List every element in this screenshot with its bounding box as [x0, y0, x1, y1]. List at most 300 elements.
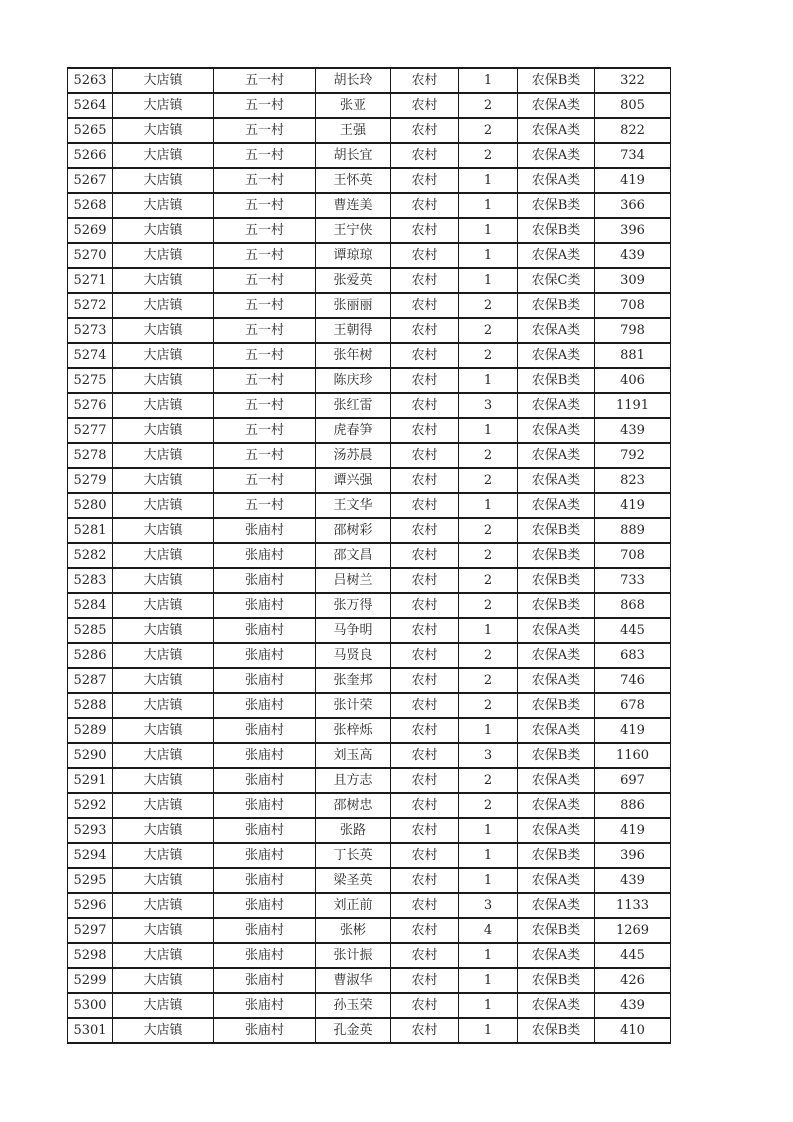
table-row: [68, 743, 671, 768]
cell-amount: 366: [595, 193, 671, 218]
table-row: [68, 268, 671, 293]
table-row: [68, 193, 671, 218]
cell-amount: 406: [595, 368, 671, 393]
cell-person-name: 陈庆珍: [316, 368, 391, 393]
cell-amount: 734: [595, 143, 671, 168]
cell-town: 大店镇: [113, 518, 214, 543]
cell-insurance-type: 农保B类: [518, 968, 595, 993]
cell-amount: 396: [595, 218, 671, 243]
cell-amount: 886: [595, 793, 671, 818]
cell-insurance-type: 农保A类: [518, 618, 595, 643]
cell-town: 大店镇: [113, 643, 214, 668]
cell-household-category: 农村: [391, 218, 459, 243]
cell-household-category: 农村: [391, 168, 459, 193]
cell-serial-number: 5281: [68, 518, 113, 543]
cell-person-name: 虎春笋: [316, 418, 391, 443]
cell-serial-number: 5275: [68, 368, 113, 393]
table-row: [68, 493, 671, 518]
cell-insurance-type: 农保A类: [518, 393, 595, 418]
cell-person-name: 孙玉荣: [316, 993, 391, 1018]
cell-person-count: 1: [459, 818, 518, 843]
cell-household-category: 农村: [391, 693, 459, 718]
cell-person-name: 刘正前: [316, 893, 391, 918]
cell-person-count: 1: [459, 268, 518, 293]
cell-person-count: 1: [459, 618, 518, 643]
cell-insurance-type: 农保B类: [518, 518, 595, 543]
cell-serial-number: 5291: [68, 768, 113, 793]
cell-household-category: 农村: [391, 518, 459, 543]
cell-person-name: 张爱英: [316, 268, 391, 293]
cell-serial-number: 5296: [68, 893, 113, 918]
cell-person-count: 2: [459, 768, 518, 793]
cell-person-count: 1: [459, 718, 518, 743]
cell-amount: 309: [595, 268, 671, 293]
cell-village: 张庙村: [214, 968, 316, 993]
cell-serial-number: 5279: [68, 468, 113, 493]
cell-amount: 881: [595, 343, 671, 368]
table-row: [68, 643, 671, 668]
cell-person-name: 谭兴强: [316, 468, 391, 493]
cell-household-category: 农村: [391, 143, 459, 168]
cell-serial-number: 5293: [68, 818, 113, 843]
cell-serial-number: 5286: [68, 643, 113, 668]
cell-insurance-type: 农保A类: [518, 418, 595, 443]
cell-town: 大店镇: [113, 818, 214, 843]
cell-household-category: 农村: [391, 593, 459, 618]
table-row: [68, 918, 671, 943]
cell-amount: 678: [595, 693, 671, 718]
cell-amount: 396: [595, 843, 671, 868]
cell-household-category: 农村: [391, 793, 459, 818]
cell-serial-number: 5268: [68, 193, 113, 218]
table-row: [68, 393, 671, 418]
cell-person-name: 张亚: [316, 93, 391, 118]
cell-serial-number: 5292: [68, 793, 113, 818]
cell-person-count: 1: [459, 868, 518, 893]
cell-town: 大店镇: [113, 293, 214, 318]
cell-person-name: 张路: [316, 818, 391, 843]
cell-person-name: 邵文昌: [316, 543, 391, 568]
cell-amount: 1133: [595, 893, 671, 918]
cell-insurance-type: 农保B类: [518, 543, 595, 568]
cell-person-name: 邵树忠: [316, 793, 391, 818]
cell-village: 张庙村: [214, 743, 316, 768]
cell-household-category: 农村: [391, 343, 459, 368]
cell-household-category: 农村: [391, 743, 459, 768]
cell-amount: 683: [595, 643, 671, 668]
cell-town: 大店镇: [113, 93, 214, 118]
cell-serial-number: 5273: [68, 318, 113, 343]
cell-town: 大店镇: [113, 693, 214, 718]
cell-person-name: 马争明: [316, 618, 391, 643]
cell-person-count: 1: [459, 993, 518, 1018]
cell-serial-number: 5284: [68, 593, 113, 618]
cell-village: 张庙村: [214, 668, 316, 693]
cell-insurance-type: 农保B类: [518, 843, 595, 868]
cell-village: 张庙村: [214, 993, 316, 1018]
cell-village: 张庙村: [214, 1018, 316, 1043]
cell-insurance-type: 农保A类: [518, 93, 595, 118]
table-row: [68, 68, 671, 93]
cell-person-name: 胡长玲: [316, 68, 391, 93]
cell-serial-number: 5301: [68, 1018, 113, 1043]
cell-insurance-type: 农保A类: [518, 343, 595, 368]
cell-person-count: 1: [459, 368, 518, 393]
cell-insurance-type: 农保A类: [518, 493, 595, 518]
cell-serial-number: 5267: [68, 168, 113, 193]
cell-person-count: 2: [459, 568, 518, 593]
cell-household-category: 农村: [391, 268, 459, 293]
cell-serial-number: 5269: [68, 218, 113, 243]
cell-household-category: 农村: [391, 243, 459, 268]
cell-village: 五一村: [214, 318, 316, 343]
cell-person-count: 2: [459, 443, 518, 468]
cell-household-category: 农村: [391, 418, 459, 443]
cell-person-name: 曹连美: [316, 193, 391, 218]
cell-town: 大店镇: [113, 68, 214, 93]
roster-table-body: [68, 68, 671, 1043]
cell-amount: 445: [595, 943, 671, 968]
cell-amount: 419: [595, 168, 671, 193]
cell-town: 大店镇: [113, 393, 214, 418]
cell-town: 大店镇: [113, 443, 214, 468]
cell-household-category: 农村: [391, 768, 459, 793]
cell-household-category: 农村: [391, 918, 459, 943]
cell-person-count: 2: [459, 318, 518, 343]
cell-village: 张庙村: [214, 693, 316, 718]
cell-serial-number: 5271: [68, 268, 113, 293]
cell-serial-number: 5282: [68, 543, 113, 568]
cell-household-category: 农村: [391, 193, 459, 218]
cell-household-category: 农村: [391, 993, 459, 1018]
cell-serial-number: 5283: [68, 568, 113, 593]
cell-household-category: 农村: [391, 1018, 459, 1043]
cell-amount: 439: [595, 868, 671, 893]
cell-person-count: 1: [459, 968, 518, 993]
cell-person-count: 3: [459, 893, 518, 918]
table-row: [68, 168, 671, 193]
cell-serial-number: 5298: [68, 943, 113, 968]
cell-amount: 445: [595, 618, 671, 643]
cell-insurance-type: 农保B类: [518, 368, 595, 393]
cell-insurance-type: 农保A类: [518, 768, 595, 793]
table-row: [68, 818, 671, 843]
cell-household-category: 农村: [391, 468, 459, 493]
cell-amount: 439: [595, 243, 671, 268]
cell-amount: 805: [595, 93, 671, 118]
cell-household-category: 农村: [391, 818, 459, 843]
cell-village: 五一村: [214, 468, 316, 493]
cell-person-name: 谭琼琼: [316, 243, 391, 268]
cell-person-count: 1: [459, 243, 518, 268]
cell-serial-number: 5263: [68, 68, 113, 93]
cell-serial-number: 5264: [68, 93, 113, 118]
cell-town: 大店镇: [113, 968, 214, 993]
cell-insurance-type: 农保B类: [518, 743, 595, 768]
cell-insurance-type: 农保A类: [518, 668, 595, 693]
cell-person-name: 吕树兰: [316, 568, 391, 593]
cell-town: 大店镇: [113, 268, 214, 293]
cell-person-name: 张计振: [316, 943, 391, 968]
cell-person-count: 4: [459, 918, 518, 943]
cell-person-count: 2: [459, 468, 518, 493]
cell-amount: 792: [595, 443, 671, 468]
cell-person-count: 2: [459, 593, 518, 618]
cell-insurance-type: 农保A类: [518, 718, 595, 743]
cell-amount: 746: [595, 668, 671, 693]
cell-village: 张庙村: [214, 718, 316, 743]
cell-person-count: 1: [459, 418, 518, 443]
cell-town: 大店镇: [113, 418, 214, 443]
table-row: [68, 718, 671, 743]
cell-village: 五一村: [214, 193, 316, 218]
cell-town: 大店镇: [113, 193, 214, 218]
cell-amount: 410: [595, 1018, 671, 1043]
cell-household-category: 农村: [391, 643, 459, 668]
cell-village: 五一村: [214, 68, 316, 93]
cell-amount: 708: [595, 543, 671, 568]
table-row: [68, 568, 671, 593]
cell-person-count: 1: [459, 218, 518, 243]
cell-village: 张庙村: [214, 518, 316, 543]
cell-person-name: 王怀英: [316, 168, 391, 193]
cell-village: 张庙村: [214, 943, 316, 968]
cell-village: 五一村: [214, 393, 316, 418]
cell-person-name: 孔金英: [316, 1018, 391, 1043]
cell-insurance-type: 农保A类: [518, 243, 595, 268]
cell-person-count: 2: [459, 518, 518, 543]
table-row: [68, 993, 671, 1018]
cell-person-name: 且方志: [316, 768, 391, 793]
cell-town: 大店镇: [113, 893, 214, 918]
table-row: [68, 143, 671, 168]
cell-amount: 822: [595, 118, 671, 143]
cell-amount: 419: [595, 718, 671, 743]
cell-person-count: 2: [459, 143, 518, 168]
cell-insurance-type: 农保A类: [518, 868, 595, 893]
cell-serial-number: 5274: [68, 343, 113, 368]
cell-village: 张庙村: [214, 593, 316, 618]
cell-town: 大店镇: [113, 493, 214, 518]
cell-person-name: 汤苏晨: [316, 443, 391, 468]
cell-town: 大店镇: [113, 118, 214, 143]
cell-person-count: 1: [459, 843, 518, 868]
cell-person-name: 梁圣英: [316, 868, 391, 893]
cell-person-name: 王宁侠: [316, 218, 391, 243]
cell-village: 张庙村: [214, 918, 316, 943]
cell-insurance-type: 农保B类: [518, 218, 595, 243]
cell-village: 五一村: [214, 493, 316, 518]
cell-serial-number: 5285: [68, 618, 113, 643]
table-row: [68, 418, 671, 443]
cell-person-count: 1: [459, 493, 518, 518]
cell-insurance-type: 农保A类: [518, 793, 595, 818]
cell-serial-number: 5270: [68, 243, 113, 268]
cell-amount: 1269: [595, 918, 671, 943]
cell-town: 大店镇: [113, 843, 214, 868]
cell-serial-number: 5294: [68, 843, 113, 868]
cell-amount: 1191: [595, 393, 671, 418]
cell-serial-number: 5295: [68, 868, 113, 893]
cell-household-category: 农村: [391, 968, 459, 993]
cell-insurance-type: 农保A类: [518, 468, 595, 493]
cell-amount: 708: [595, 293, 671, 318]
cell-household-category: 农村: [391, 293, 459, 318]
cell-household-category: 农村: [391, 943, 459, 968]
cell-person-name: 王文华: [316, 493, 391, 518]
cell-household-category: 农村: [391, 568, 459, 593]
table-row: [68, 668, 671, 693]
cell-household-category: 农村: [391, 368, 459, 393]
cell-town: 大店镇: [113, 243, 214, 268]
cell-town: 大店镇: [113, 318, 214, 343]
cell-person-count: 2: [459, 668, 518, 693]
cell-village: 五一村: [214, 418, 316, 443]
cell-town: 大店镇: [113, 568, 214, 593]
table-row: [68, 693, 671, 718]
table-row: [68, 343, 671, 368]
cell-household-category: 农村: [391, 893, 459, 918]
cell-amount: 1160: [595, 743, 671, 768]
cell-village: 张庙村: [214, 868, 316, 893]
cell-village: 五一村: [214, 93, 316, 118]
cell-village: 五一村: [214, 243, 316, 268]
table-row: [68, 843, 671, 868]
cell-insurance-type: 农保B类: [518, 593, 595, 618]
cell-insurance-type: 农保A类: [518, 318, 595, 343]
cell-village: 张庙村: [214, 893, 316, 918]
cell-serial-number: 5289: [68, 718, 113, 743]
cell-town: 大店镇: [113, 918, 214, 943]
cell-person-count: 2: [459, 793, 518, 818]
cell-town: 大店镇: [113, 143, 214, 168]
cell-town: 大店镇: [113, 168, 214, 193]
cell-insurance-type: 农保A类: [518, 818, 595, 843]
cell-amount: 439: [595, 993, 671, 1018]
cell-amount: 419: [595, 493, 671, 518]
cell-village: 五一村: [214, 368, 316, 393]
cell-village: 张庙村: [214, 843, 316, 868]
table-row: [68, 543, 671, 568]
table-row: [68, 1018, 671, 1043]
cell-village: 五一村: [214, 343, 316, 368]
cell-person-name: 张彬: [316, 918, 391, 943]
cell-person-name: 马贤良: [316, 643, 391, 668]
cell-amount: 868: [595, 593, 671, 618]
cell-person-name: 邵树彩: [316, 518, 391, 543]
cell-serial-number: 5277: [68, 418, 113, 443]
cell-insurance-type: 农保B类: [518, 693, 595, 718]
cell-village: 五一村: [214, 218, 316, 243]
cell-household-category: 农村: [391, 68, 459, 93]
cell-household-category: 农村: [391, 393, 459, 418]
cell-village: 五一村: [214, 143, 316, 168]
cell-serial-number: 5272: [68, 293, 113, 318]
table-row: [68, 468, 671, 493]
cell-amount: 322: [595, 68, 671, 93]
cell-insurance-type: 农保B类: [518, 568, 595, 593]
cell-town: 大店镇: [113, 543, 214, 568]
table-row: [68, 93, 671, 118]
cell-town: 大店镇: [113, 618, 214, 643]
cell-insurance-type: 农保A类: [518, 943, 595, 968]
table-row: [68, 768, 671, 793]
cell-town: 大店镇: [113, 1018, 214, 1043]
cell-amount: 823: [595, 468, 671, 493]
cell-serial-number: 5278: [68, 443, 113, 468]
cell-serial-number: 5290: [68, 743, 113, 768]
cell-village: 五一村: [214, 168, 316, 193]
cell-insurance-type: 农保A类: [518, 118, 595, 143]
cell-person-count: 1: [459, 943, 518, 968]
table-row: [68, 593, 671, 618]
cell-person-name: 曹淑华: [316, 968, 391, 993]
cell-person-name: 张丽丽: [316, 293, 391, 318]
cell-person-count: 1: [459, 168, 518, 193]
cell-person-name: 王强: [316, 118, 391, 143]
cell-person-count: 2: [459, 93, 518, 118]
cell-household-category: 农村: [391, 668, 459, 693]
cell-person-name: 胡长宜: [316, 143, 391, 168]
cell-person-count: 2: [459, 543, 518, 568]
cell-serial-number: 5288: [68, 693, 113, 718]
cell-person-count: 1: [459, 193, 518, 218]
cell-town: 大店镇: [113, 943, 214, 968]
cell-town: 大店镇: [113, 343, 214, 368]
cell-amount: 798: [595, 318, 671, 343]
cell-household-category: 农村: [391, 868, 459, 893]
cell-town: 大店镇: [113, 793, 214, 818]
cell-household-category: 农村: [391, 118, 459, 143]
table-row: [68, 618, 671, 643]
cell-person-name: 张万得: [316, 593, 391, 618]
cell-insurance-type: 农保A类: [518, 443, 595, 468]
cell-amount: 426: [595, 968, 671, 993]
cell-insurance-type: 农保B类: [518, 1018, 595, 1043]
cell-town: 大店镇: [113, 468, 214, 493]
cell-town: 大店镇: [113, 668, 214, 693]
cell-town: 大店镇: [113, 868, 214, 893]
cell-insurance-type: 农保C类: [518, 268, 595, 293]
cell-household-category: 农村: [391, 493, 459, 518]
cell-serial-number: 5276: [68, 393, 113, 418]
cell-village: 张庙村: [214, 818, 316, 843]
cell-person-count: 2: [459, 118, 518, 143]
cell-person-count: 1: [459, 68, 518, 93]
cell-person-name: 刘玉高: [316, 743, 391, 768]
cell-town: 大店镇: [113, 993, 214, 1018]
cell-insurance-type: 农保A类: [518, 168, 595, 193]
cell-insurance-type: 农保A类: [518, 993, 595, 1018]
table-row: [68, 293, 671, 318]
cell-household-category: 农村: [391, 318, 459, 343]
cell-serial-number: 5300: [68, 993, 113, 1018]
cell-village: 张庙村: [214, 618, 316, 643]
table-row: [68, 518, 671, 543]
cell-town: 大店镇: [113, 593, 214, 618]
cell-town: 大店镇: [113, 368, 214, 393]
cell-insurance-type: 农保B类: [518, 918, 595, 943]
table-row: [68, 443, 671, 468]
cell-insurance-type: 农保B类: [518, 193, 595, 218]
cell-town: 大店镇: [113, 218, 214, 243]
cell-person-name: 王朝得: [316, 318, 391, 343]
cell-village: 五一村: [214, 268, 316, 293]
cell-insurance-type: 农保B类: [518, 293, 595, 318]
cell-village: 五一村: [214, 293, 316, 318]
cell-village: 张庙村: [214, 543, 316, 568]
cell-amount: 733: [595, 568, 671, 593]
